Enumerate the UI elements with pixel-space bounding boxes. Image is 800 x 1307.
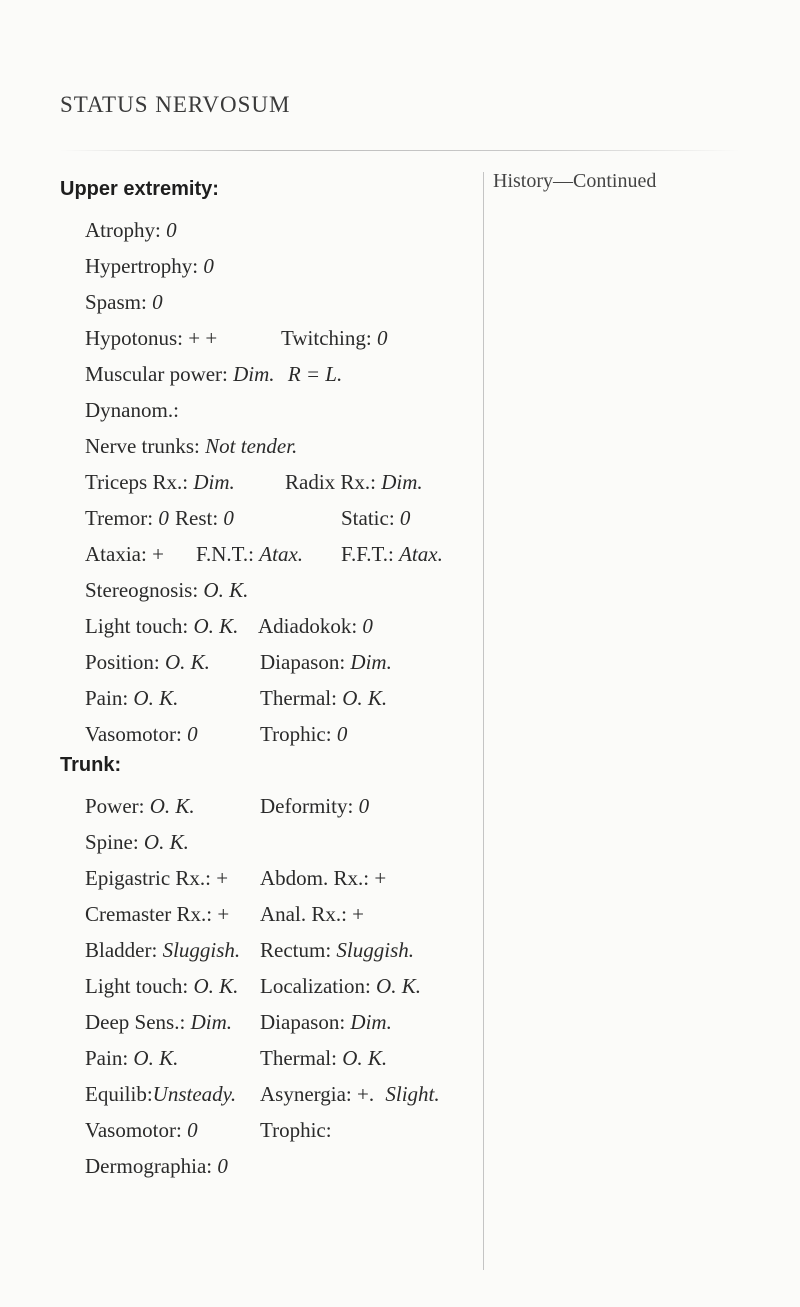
trunk-heading: Trunk:	[60, 754, 122, 776]
equilib-value: Unsteady.	[152, 1082, 237, 1106]
trunk-light-touch-value: O. K.	[193, 974, 239, 998]
abdom-label: Abdom. Rx.:	[260, 866, 370, 890]
hypertrophy-value: 0	[203, 254, 214, 278]
vasomotor-row	[85, 722, 348, 747]
epigastric-row	[85, 866, 387, 891]
trunk-power-value: O. K.	[149, 794, 195, 818]
light-touch-value: O. K.	[193, 614, 239, 638]
trunk-pain-value: O. K.	[133, 1046, 179, 1070]
adiadokok-label: Adiadokok:	[258, 614, 358, 638]
bladder-label: Bladder:	[85, 938, 158, 962]
trunk-vasomotor-row	[85, 1118, 332, 1143]
twitching-label: Twitching:	[281, 326, 372, 350]
muscular-power-label: Muscular power:	[85, 362, 228, 386]
bladder-row	[85, 938, 414, 963]
fft-label: F.F.T.:	[341, 542, 394, 566]
rectum-value: Sluggish.	[336, 938, 414, 962]
atrophy-value: 0	[166, 218, 177, 242]
trunk-pain-label: Pain:	[85, 1046, 129, 1070]
pain-row	[85, 686, 388, 711]
stereognosis-row	[85, 578, 248, 603]
trunk-diapason-label: Diapason:	[260, 1010, 346, 1034]
triceps-row	[85, 470, 423, 495]
diapason-label: Diapason:	[260, 650, 346, 674]
epigastric-value: +	[216, 866, 229, 890]
atrophy-label: Atrophy:	[85, 218, 161, 242]
header-rule	[60, 150, 740, 151]
trunk-pain-row	[85, 1046, 388, 1071]
muscular-power-extra: R = L.	[287, 362, 343, 386]
pain-label: Pain:	[85, 686, 129, 710]
vasomotor-label: Vasomotor:	[85, 722, 182, 746]
deep-sens-label: Deep Sens.:	[85, 1010, 186, 1034]
trunk-light-touch-row	[85, 974, 421, 999]
spine-label: Spine:	[85, 830, 139, 854]
hypertrophy-label: Hypertrophy:	[85, 254, 199, 278]
position-row	[85, 650, 392, 675]
equilib-label: Equilib:	[85, 1082, 153, 1106]
fnt-value: Atax.	[259, 542, 304, 566]
tremor-value: 0	[158, 506, 169, 530]
epigastric-label: Epigastric Rx.:	[85, 866, 211, 890]
deformity-value: 0	[358, 794, 370, 818]
tremor-label: Tremor:	[85, 506, 154, 530]
trophic-label: Trophic:	[260, 722, 332, 746]
hypotonus-label: Hypotonus:	[85, 326, 184, 350]
light-touch-row	[85, 614, 373, 639]
dermographia-row	[85, 1154, 228, 1179]
thermal-label: Thermal:	[260, 686, 337, 710]
diapason-value: Dim.	[350, 650, 392, 674]
muscular-power-value: Dim.	[233, 362, 275, 386]
asynergia-value: +.	[357, 1082, 375, 1106]
equilib-row	[85, 1082, 440, 1107]
adiadokok-value: 0	[362, 614, 373, 638]
bladder-value: Sluggish.	[162, 938, 241, 962]
stereognosis-value: O. K.	[203, 578, 249, 602]
nerve-trunks-row	[85, 434, 297, 459]
localization-value: O. K.	[376, 974, 421, 998]
trunk-thermal-label: Thermal:	[260, 1046, 337, 1070]
thermal-value: O. K.	[342, 686, 388, 710]
twitching-value: 0	[376, 326, 388, 350]
tremor-row	[85, 506, 411, 531]
dermographia-label: Dermographia:	[85, 1154, 213, 1178]
spine-value: O. K.	[143, 830, 189, 854]
fnt-label: F.N.T.:	[196, 542, 255, 566]
hypotonus-row	[85, 326, 388, 351]
triceps-value: Dim.	[193, 470, 235, 494]
spine-row	[85, 830, 189, 855]
trunk-light-touch-label: Light touch:	[85, 974, 189, 998]
ataxia-row	[85, 542, 443, 567]
rest-value: 0	[223, 506, 234, 530]
trunk-power-label: Power:	[85, 794, 145, 818]
muscular-power-row	[85, 362, 342, 387]
localization-label: Localization:	[260, 974, 371, 998]
hypertrophy-row	[85, 254, 214, 279]
column-divider	[483, 172, 484, 1270]
fft-value: Atax.	[399, 542, 443, 566]
anal-label: Anal. Rx.:	[260, 902, 347, 926]
dynanom-label: Dynanom.:	[85, 398, 179, 422]
dermographia-value: 0	[217, 1154, 228, 1178]
cremaster-value: +	[217, 902, 230, 926]
anal-value: +	[352, 902, 365, 926]
asynergia-extra: Slight.	[385, 1082, 440, 1106]
triceps-label: Triceps Rx.:	[85, 470, 189, 494]
spasm-value: 0	[152, 290, 163, 314]
stereognosis-label: Stereognosis:	[85, 578, 199, 602]
upper-extremity-heading: Upper extremity:	[60, 178, 219, 200]
trunk-diapason-value: Dim.	[350, 1010, 392, 1034]
asynergia-label: Asynergia:	[260, 1082, 352, 1106]
trunk-vasomotor-value: 0	[187, 1118, 198, 1142]
deep-sens-value: Dim.	[190, 1010, 232, 1034]
trunk-trophic-label: Trophic:	[260, 1118, 332, 1142]
trunk-power-row	[85, 794, 370, 819]
abdom-value: +	[374, 866, 387, 890]
rectum-label: Rectum:	[260, 938, 332, 962]
trophic-value: 0	[336, 722, 348, 746]
vasomotor-value: 0	[187, 722, 198, 746]
position-label: Position:	[85, 650, 160, 674]
deep-sens-row	[85, 1010, 392, 1035]
cremaster-label: Cremaster Rx.:	[85, 902, 213, 926]
spasm-label: Spasm:	[85, 290, 147, 314]
trunk-thermal-value: O. K.	[342, 1046, 388, 1070]
dynanom-row	[85, 398, 179, 423]
spasm-row	[85, 290, 163, 315]
pain-value: O. K.	[133, 686, 179, 710]
page-title: STATUS NERVOSUM	[60, 92, 291, 117]
cremaster-row	[85, 902, 365, 927]
ataxia-value: +	[152, 542, 164, 566]
nerve-trunks-label: Nerve trunks:	[85, 434, 200, 458]
nerve-trunks-value: Not tender.	[205, 434, 298, 458]
rest-label: Rest:	[175, 506, 219, 530]
hypotonus-value: + +	[188, 326, 218, 350]
static-label: Static:	[341, 506, 395, 530]
ataxia-label: Ataxia:	[85, 542, 147, 566]
trunk-vasomotor-label: Vasomotor:	[85, 1118, 182, 1142]
deformity-label: Deformity:	[260, 794, 354, 818]
radix-label: Radix Rx.:	[285, 470, 377, 494]
atrophy-row	[85, 218, 177, 243]
light-touch-label: Light touch:	[85, 614, 189, 638]
static-value: 0	[399, 506, 411, 530]
history-continued-label: History—Continued	[493, 170, 657, 192]
position-value: O. K.	[164, 650, 210, 674]
radix-value: Dim.	[381, 470, 423, 494]
